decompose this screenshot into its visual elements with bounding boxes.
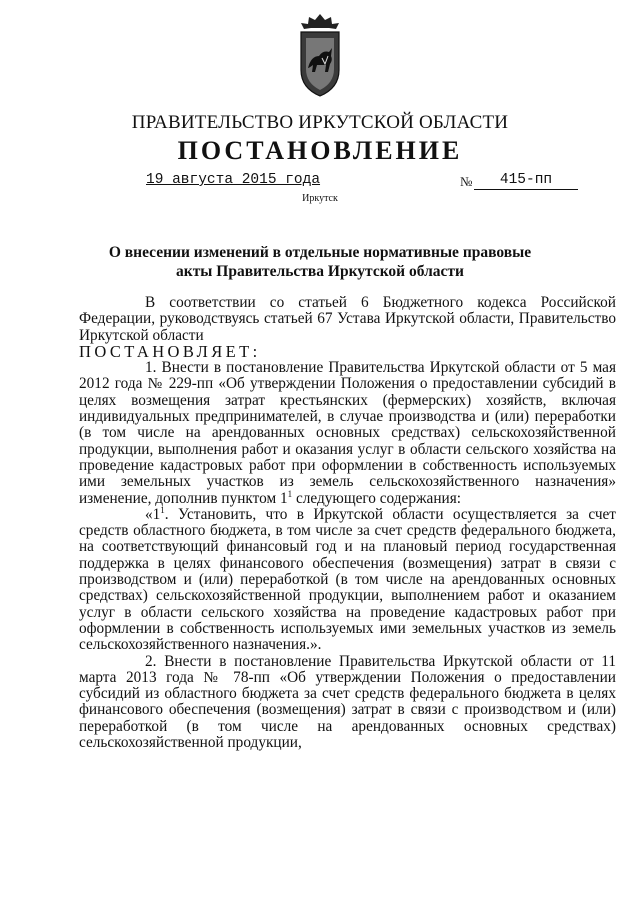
number-sign: №	[460, 174, 473, 189]
item-2-paragraph: 2. Внести в постановление Правительства Иркутской области от 11 марта 2013 года № 78-пп «Об утверждении Положения о предоставлении субсидий из областного бюджета за счет средств федерального бюджета в целях финансового обеспечения (возмещения) затрат в связи с производством и (или) переработкой (в том числе на арендованных основных средствах) сельскохозяйственной продукции,	[79, 652, 616, 752]
quote-superscript: 1	[160, 504, 165, 515]
quote-text: . Установить, что в Иркутской области осуществляется за счет средств областного бюджета, в том числе за счет средств федерального бюджета, на соответствующий финансовый год и на плановый период государственная поддержка в целях финансового обеспечения (возмещения) затрат в связи с производством и (или) переработкой (в том числе на арендованных основных средствах) сельскохозяйственной продукции, выполнением работ и оказанием услуг в области сельского хозяйства на проведение кадастровых работ при оформлении в собственность используемых ими земельных участков из земель сельскохозяйственного назначения.».	[79, 505, 616, 654]
document-subject: О внесении изменений в отдельные нормативные правовые акты Правительства Иркутской области	[108, 244, 532, 280]
document-body	[79, 295, 616, 751]
quoted-paragraph	[79, 504, 616, 654]
government-name: ПРАВИТЕЛЬСТВО ИРКУТСКОЙ ОБЛАСТИ	[131, 112, 509, 133]
document-date: 19 августа 2015 года	[146, 172, 321, 188]
item-1-paragraph	[79, 360, 616, 507]
item-1-text-end: следующего содержания:	[292, 489, 462, 507]
item-1-text: 1. Внести в постановление Правительства Иркутской области от 5 мая 2012 года № 229-пп «Об утверждении Положения о предоставлении субсидий в целях возмещения затрат крестьянских (фермерских) хозяйств, включая индивидуальных предпринимателей, в случае производства и (или) переработки (в том числе на арендованных основных средствах) сельскохозяйственной продукции, выполнения работ и оказания услуг в области сельского хозяйства на проведение кадастровых работ при оформлении в собственность используемых ими земельных участков из земель сельскохозяйственного назначения» изменение, дополнив пунктом 1	[79, 359, 616, 507]
document-type-title: ПОСТАНОВЛЕНИЕ	[177, 136, 463, 165]
quote-opening: «1	[145, 505, 161, 523]
document-city: Иркутск	[302, 193, 338, 204]
document-number: 415-пп	[474, 172, 578, 190]
resolves-heading: ПОСТАНОВЛЯЕТ:	[79, 341, 261, 361]
preamble-paragraph: В соответствии со статьей 6 Бюджетного кодекса Российской Федерации, руководствуясь статьей 67 Устава Иркутской области, Правительство Иркутской области	[79, 294, 616, 344]
coat-of-arms-emblem	[295, 12, 345, 98]
item-1-superscript: 1	[287, 488, 293, 499]
